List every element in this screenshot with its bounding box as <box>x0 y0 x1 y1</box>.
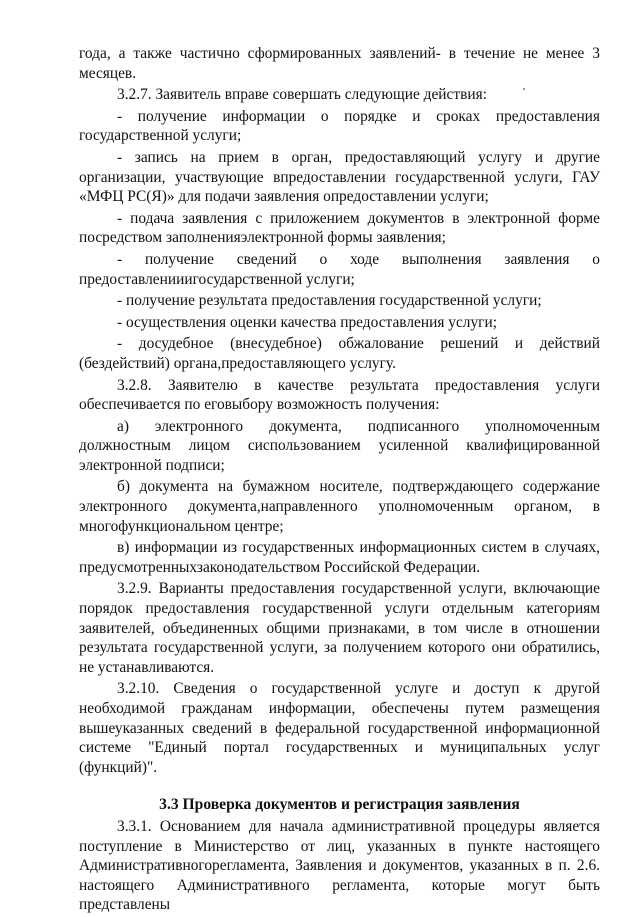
paragraph-3-2-8: 3.2.8. Заявителю в качестве результата предоставления услуги обеспечивается по еговыбору возможность получения: <box>79 376 600 414</box>
list-item: - осуществления оценки качества предоставления услуги; <box>117 313 497 331</box>
list-item: - получение информации о порядке и сроках предоставления государственной услуги; <box>79 107 600 145</box>
document-body <box>79 44 600 917</box>
paragraph-3-2-7: 3.2.7. Заявитель вправе совершать следующие действия: <box>117 86 487 104</box>
paragraph-continuation: года, а также частично сформированных заявлений- в течение не менее 3 месяцев. <box>79 45 600 82</box>
list-item: - получение результата предоставления государственной услуги; <box>117 292 542 310</box>
section-heading: 3.3 Проверка документов и регистрация заявления <box>159 796 520 814</box>
list-item: в) информации из государственных информационных систем в случаях, предусмотренныхзаконодательством Российской Федерации. <box>79 539 600 576</box>
paragraph-3-3-1: 3.3.1. Основанием для начала административной процедуры является поступление в Министерство от лиц, указанных в пункте настоящего Административногорегламента, Заявления и документов, указанных в п. 2.6. настоящего Административного регламента, которые могут быть представлены <box>79 817 600 914</box>
list-item: - получение сведений о ходе выполнения заявления о предоставленииигосударственной услуги; <box>79 250 600 288</box>
list-item: - подача заявления с приложением документов в электронной форме посредством заполненияэлектронной формы заявления; <box>79 209 600 247</box>
list-item: б) документа на бумажном носителе, подтверждающего содержание электронного документа,направленного уполномоченным органом, в многофункциональном центре; <box>79 478 600 535</box>
list-item: - досудебное (внесудебное) обжалование решений и действий (бездействий) органа,предоставляющего услугу. <box>79 335 600 372</box>
list-item: - запись на прием в орган, предоставляющий услугу и другие организации, участвующие впредоставлении государственной услуги, ГАУ «МФЦ РС(Я)» для подачи заявления опредоставлении услуги; <box>79 148 600 206</box>
paragraph-3-2-9: 3.2.9. Варианты предоставления государственной услуги, включающие порядок предоставления государственной услуги отдельным категориям заявителей, объединенных общими признаками, в том числе в отношении результата государственной услуги, за получением которого они обратились, не устанавливаются. <box>79 580 600 676</box>
list-item: а) электронного документа, подписанного уполномоченным должностным лицом сиспользованием усиленной квалифицированной электронной подписи; <box>79 417 600 474</box>
paragraph-3-2-10: 3.2.10. Сведения о государственной услуге и доступ к другой необходимой гражданам информации, обеспечены путем размещения вышеуказанных сведений в федеральной государственной информационной системе "Единый портал государственных и муниципальных услуг (функций)". <box>79 680 600 776</box>
